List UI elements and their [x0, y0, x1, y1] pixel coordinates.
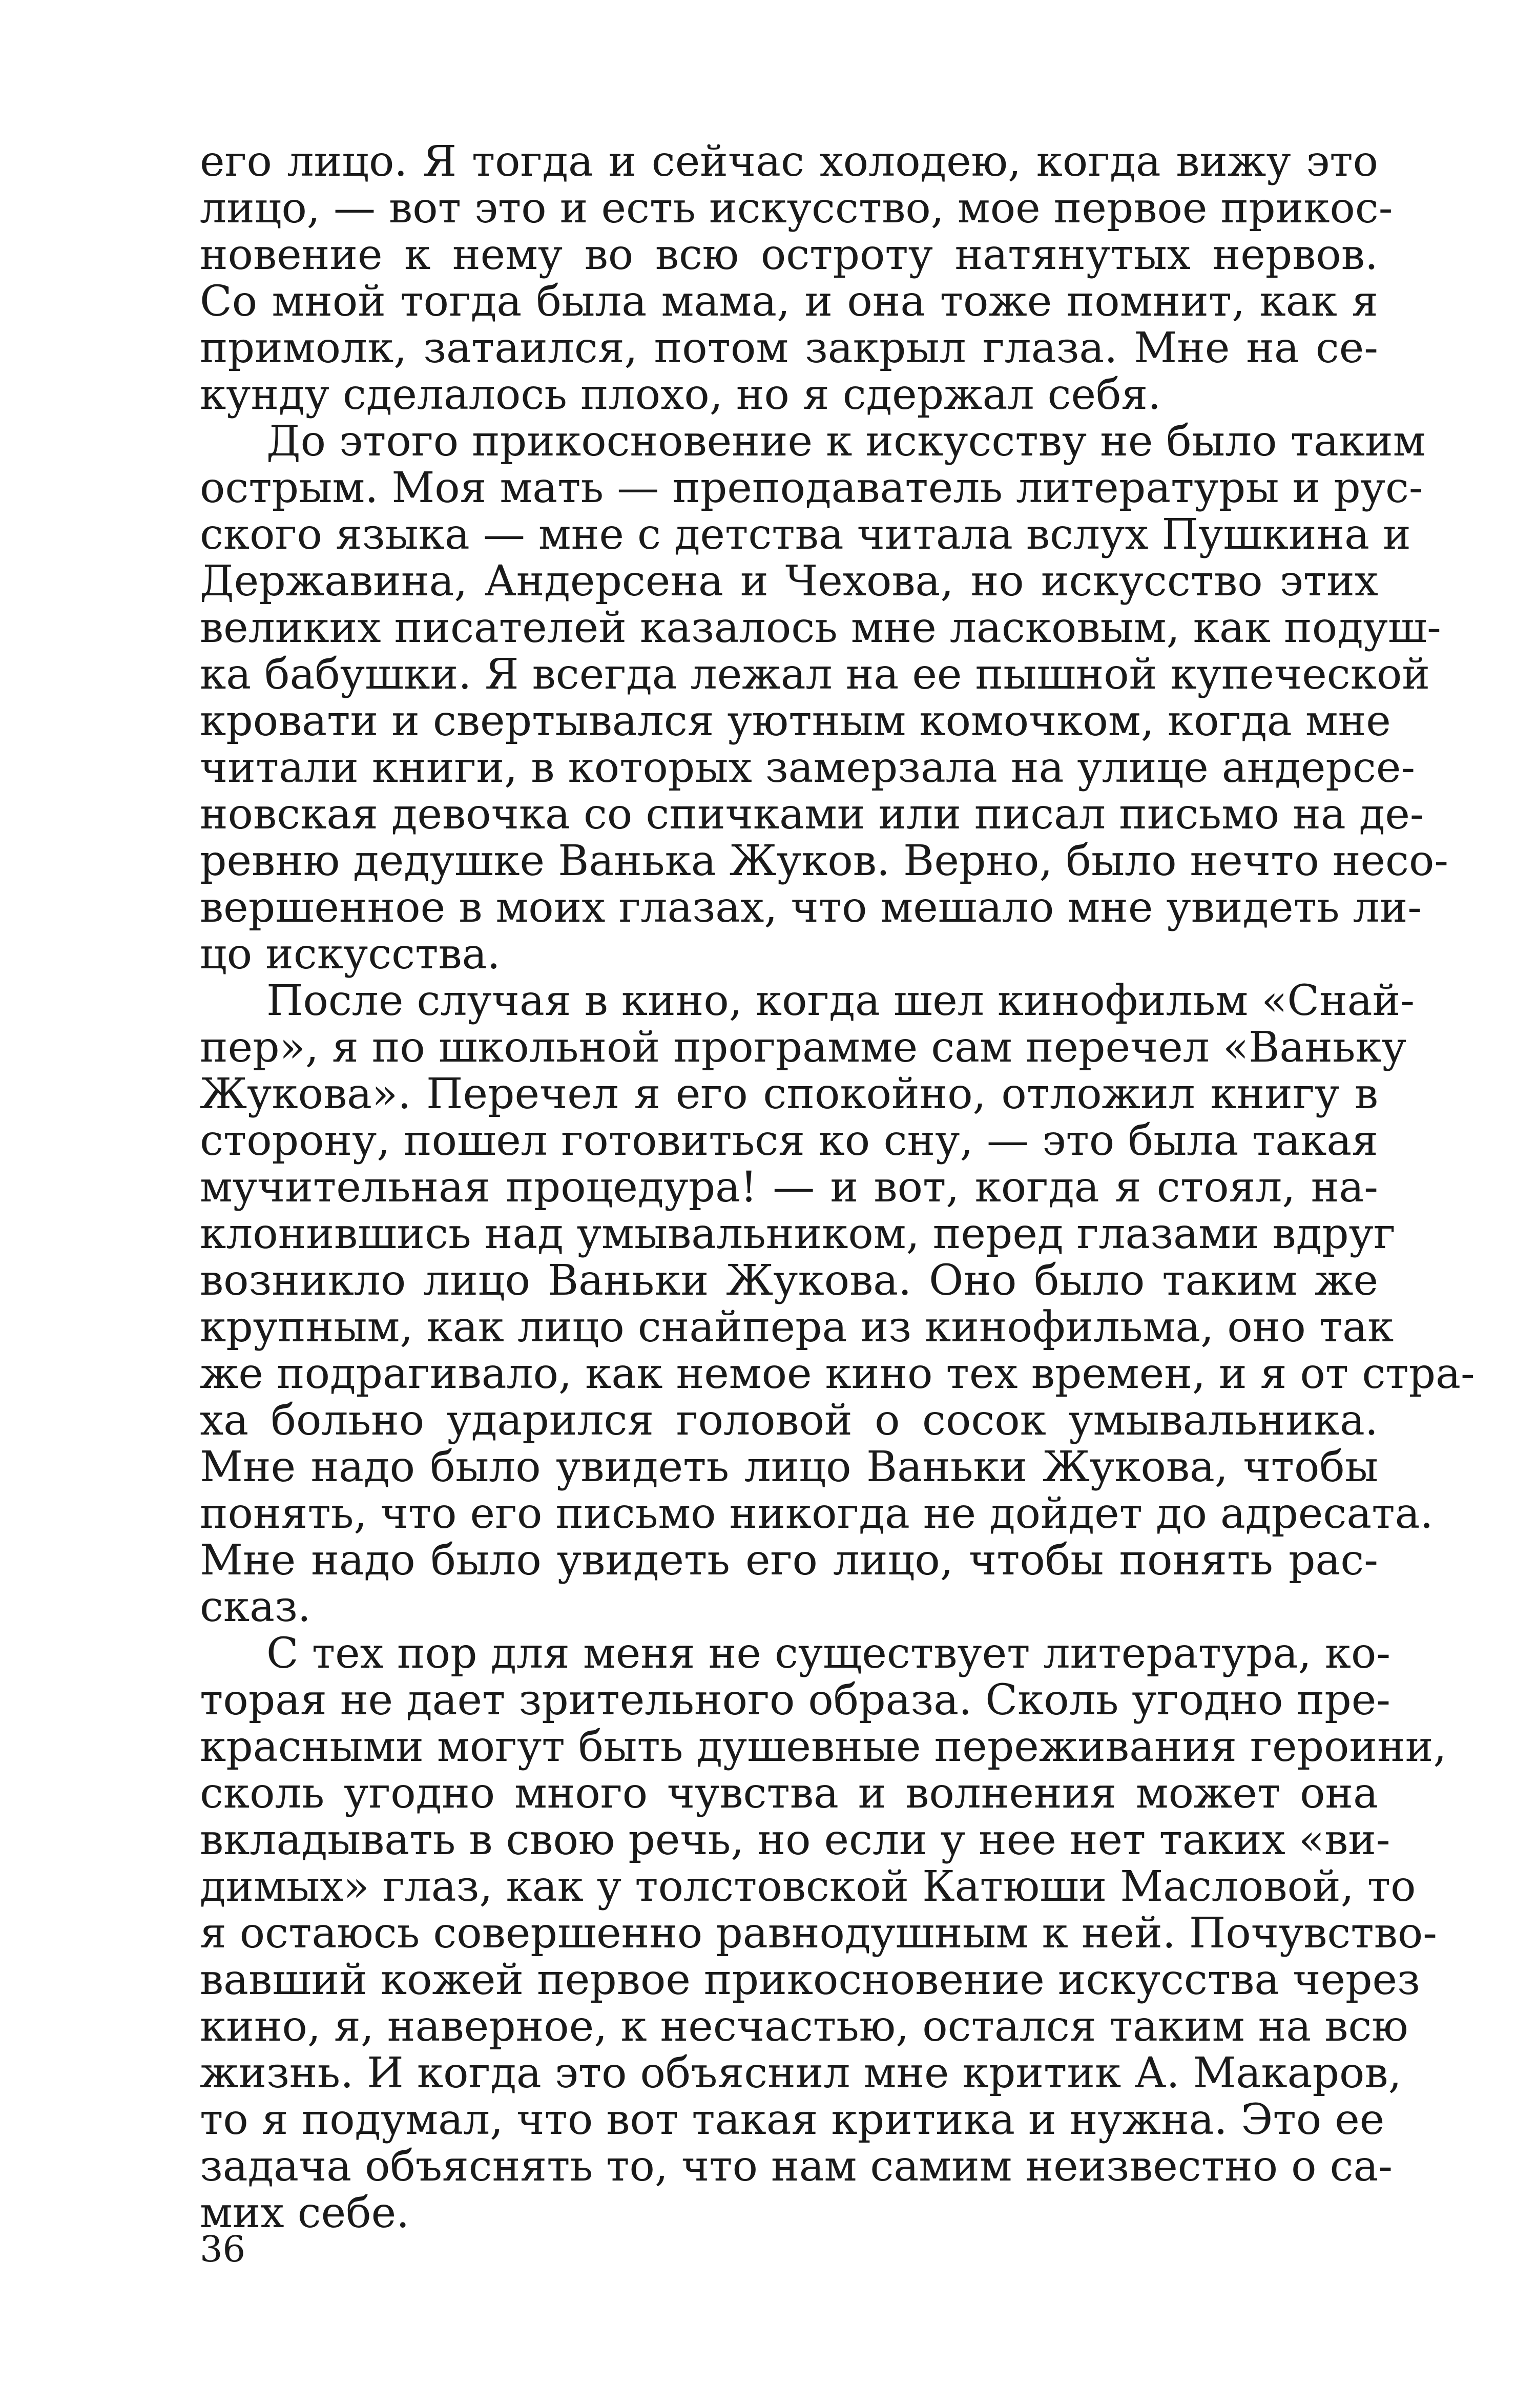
- text-line: новение к нему во всю остроту натянутых нервов.: [200, 231, 1378, 279]
- text-line: великих писателей казалось мне ласковым, как подуш-: [200, 604, 1441, 652]
- text-line: сколь угодно много чувства и волнения может она: [200, 1769, 1378, 1818]
- text-line: понять, что его письмо никогда не дойдет до адресата.: [200, 1489, 1434, 1538]
- text-line: то я подумал, что вот такая критика и нужна. Это ее: [200, 2095, 1385, 2144]
- text-line: его лицо. Я тогда и сейчас холодею, когда вижу это: [200, 137, 1378, 186]
- text-line: Жукова». Перечел я его спокойно, отложил книгу в: [200, 1070, 1378, 1118]
- text-line: мих себе.: [200, 2189, 410, 2237]
- text-line: лицо, — вот это и есть искусство, мое первое прикос-: [200, 184, 1393, 233]
- text-line: После случая в кино, когда шел кинофильм «Снай-: [266, 977, 1415, 1025]
- page-number: 36: [200, 2228, 246, 2270]
- text-line: кино, я, наверное, к несчастью, остался таким на всю: [200, 2002, 1408, 2051]
- text-line: сторону, пошел готовиться ко сну, — это была такая: [200, 1116, 1378, 1165]
- text-line: клонившись над умывальником, перед глазами вдруг: [200, 1210, 1396, 1258]
- text-line: вавший кожей первое прикосновение искусства через: [200, 1956, 1420, 2004]
- text-line: ревню дедушке Ванька Жуков. Верно, было нечто несо-: [200, 837, 1449, 885]
- text-line: Мне надо было увидеть его лицо, чтобы понять рас-: [200, 1536, 1378, 1585]
- text-line: С тех пор для меня не существует литература, ко-: [266, 1629, 1391, 1678]
- text-line: ха больно ударился головой о сосок умывальника.: [200, 1396, 1378, 1445]
- text-line: примолк, затаился, потом закрыл глаза. Мне на се-: [200, 324, 1378, 372]
- text-line: До этого прикосновение к искусству не было таким: [266, 417, 1426, 466]
- text-line: красными могут быть душевные переживания героини,: [200, 1722, 1447, 1771]
- text-line: мучительная процедура! — и вот, когда я стоял, на-: [200, 1163, 1378, 1212]
- body-text: [200, 137, 1475, 2237]
- text-line: крупным, как лицо снайпера из кинофильма, оно так: [200, 1303, 1394, 1352]
- text-line: сказ.: [200, 1583, 311, 1631]
- text-line: Со мной тогда была мама, и она тоже помнит, как я: [200, 277, 1378, 326]
- text-line: я остаюсь совершенно равнодушным к ней. Почувство-: [200, 1909, 1437, 1958]
- text-line: же подрагивало, как немое кино тех времен, и я от стра-: [200, 1350, 1475, 1398]
- text-line: цо искусства.: [200, 930, 501, 979]
- text-line: Мне надо было увидеть лицо Ваньки Жукова, чтобы: [200, 1443, 1378, 1491]
- text-line: новская девочка со спичками или писал письмо на де-: [200, 790, 1424, 839]
- text-line: димых» глаз, как у толстовской Катюши Масловой, то: [200, 1862, 1416, 1911]
- text-line: кровати и свертывался уютным комочком, когда мне: [200, 697, 1391, 745]
- text-line: острым. Моя мать — преподаватель литературы и рус-: [200, 464, 1423, 512]
- text-line: торая не дает зрительного образа. Сколь угодно пре-: [200, 1676, 1390, 1725]
- text-line: кунду сделалось плохо, но я сдержал себя.: [200, 370, 1161, 419]
- text-line: пер», я по школьной программе сам перечел «Ваньку: [200, 1023, 1407, 1072]
- text-line: ка бабушки. Я всегда лежал на ее пышной купеческой: [200, 650, 1430, 699]
- text-line: Державина, Андерсена и Чехова, но искусство этих: [200, 557, 1378, 606]
- text-line: вкладывать в свою речь, но если у нее нет таких «ви-: [200, 1816, 1390, 1864]
- text-line: возникло лицо Ваньки Жукова. Оно было таким же: [200, 1256, 1378, 1305]
- text-line: читали книги, в которых замерзала на улице андерсе-: [200, 743, 1416, 792]
- text-line: задача объяснять то, что нам самим неизвестно о са-: [200, 2142, 1393, 2191]
- text-line: жизнь. И когда это объяснил мне критик А. Макаров,: [200, 2049, 1402, 2098]
- text-line: вершенное в моих глазах, что мешало мне увидеть ли-: [200, 883, 1422, 932]
- text-line: ского языка — мне с детства читала вслух Пушкина и: [200, 510, 1411, 559]
